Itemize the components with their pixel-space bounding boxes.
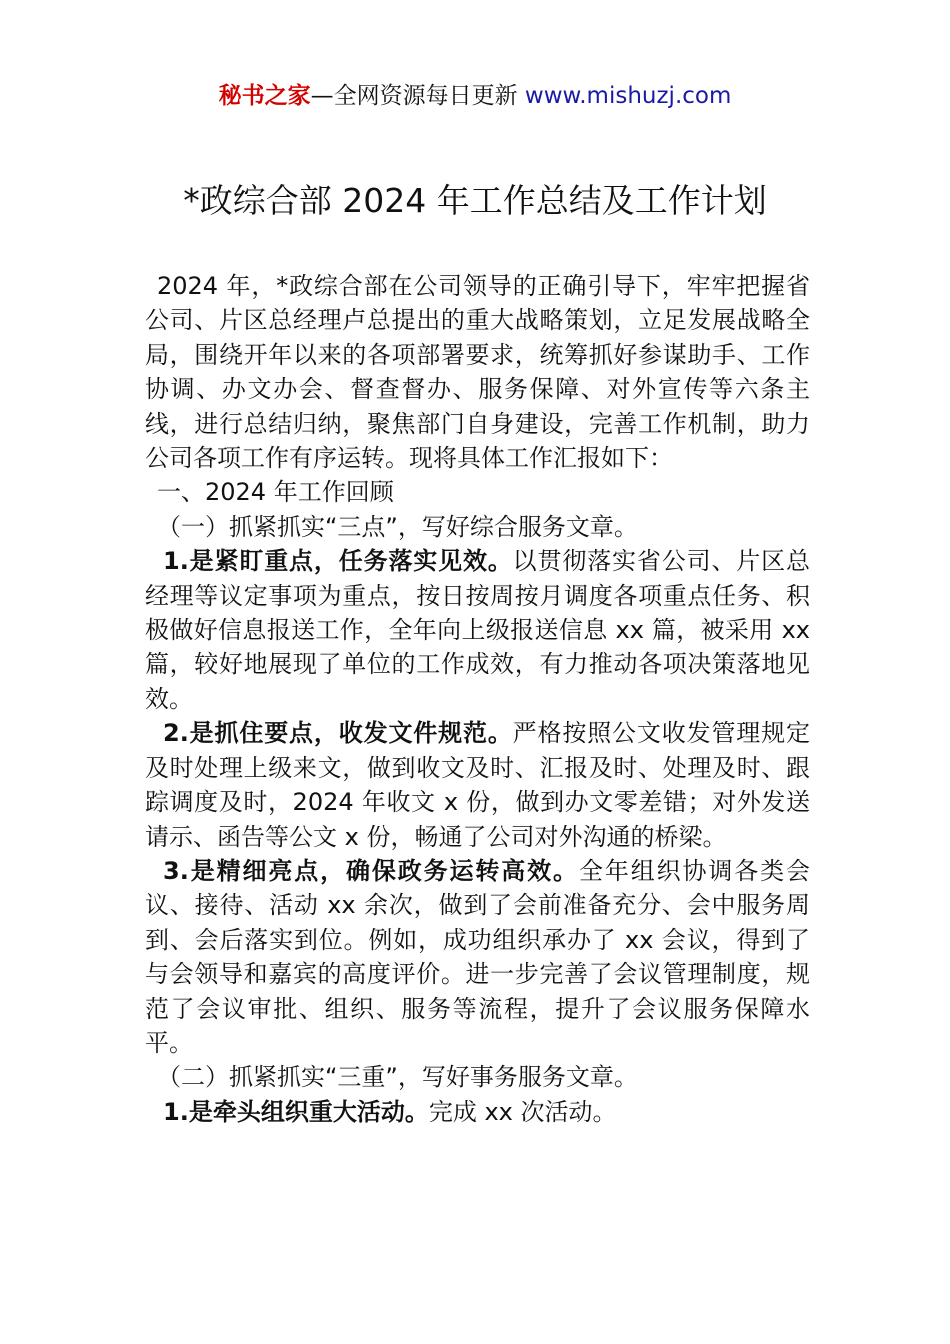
- item-text: 完成 xx 次活动。: [428, 1097, 617, 1126]
- item-text: 以贯彻落实省公司、片区总经理等议定事项为重点，按日按周按月调度各项重点任务、积极做好信息报送工作，全年向上级报送信息 xx 篇，被采用 xx 篇，较好地展现了单位的工作成效，有力推动各项决策落地见效。: [145, 547, 810, 713]
- list-item: [145, 716, 810, 854]
- banner-tagline: —全网资源每日更新: [310, 83, 525, 109]
- item-text: 严格按照公文收发管理规定及时处理上级来文，做到收文及时、汇报及时、处理及时、跟踪调度及时，2024 年收文 x 份，做到办文零差错；对外发送请示、函告等公文 x 份，畅通了公司对外沟通的桥梁。: [145, 719, 810, 851]
- list-item: [145, 544, 810, 716]
- item-text: 全年组织协调各类会议、接待、活动 xx 余次，做到了会前准备充分、会中服务周到、会后落实到位。例如，成功组织承办了 xx 会议，得到了与会领导和嘉宾的高度评价。进一步完善了会议管理制度，规范了会议审批、组织、服务等流程，提升了会议服务保障水平。: [145, 856, 810, 1057]
- site-banner: [0, 80, 950, 112]
- subsection-heading: （二）抓紧抓实“三重”，写好事务服务文章。: [157, 1063, 638, 1092]
- item-lead: 2.是抓住要点，收发文件规范。: [163, 719, 513, 748]
- document-body: [145, 269, 810, 1129]
- item-lead: 1.是紧盯重点，任务落实见效。: [163, 547, 513, 576]
- brand-name: 秘书之家: [218, 83, 311, 109]
- list-item: [145, 1095, 810, 1129]
- item-lead: 3.是精细亮点，确保政务运转高效。: [163, 856, 579, 885]
- subsection-heading: （一）抓紧抓实“三点”，写好综合服务文章。: [157, 512, 638, 541]
- item-lead: 1.是牵头组织重大活动。: [163, 1097, 429, 1126]
- section-heading: 一、2024 年工作回顾: [157, 478, 394, 507]
- site-url: www.mishuzj.com: [524, 83, 732, 109]
- intro-paragraph: 2024 年，*政综合部在公司领导的正确引导下，牢牢把握省公司、片区总经理卢总提出的重大战略策划，立足发展战略全局，围绕开年以来的各项部署要求，统筹抓好参谋助手、工作协调、办文办会、督查督办、服务保障、对外宣传等六条主线，进行总结归纳，聚焦部门自身建设，完善工作机制，助力公司各项工作有序运转。现将具体工作汇报如下：: [145, 272, 810, 473]
- list-item: [145, 854, 810, 1060]
- document-title: *政综合部 2024 年工作总结及工作计划: [183, 181, 767, 220]
